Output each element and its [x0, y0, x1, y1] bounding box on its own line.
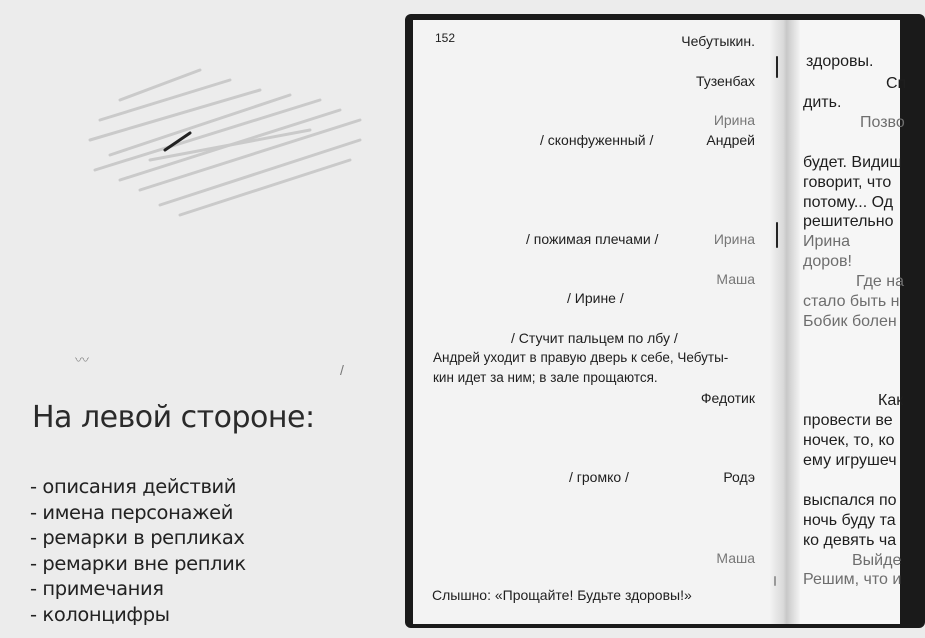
text-line: дить.	[803, 94, 842, 111]
character-name: Родэ	[723, 469, 755, 485]
page-mark	[776, 56, 778, 78]
text-line: Как	[878, 392, 904, 409]
text-line: стало быть н	[803, 293, 900, 310]
character-name: Маша	[716, 550, 755, 566]
character-name: Тузенбах	[695, 73, 755, 89]
list-item: - имена персонажей	[30, 500, 234, 524]
page-number: 152	[435, 31, 456, 45]
text-line: выспался по	[803, 492, 897, 509]
annotation-list	[30, 474, 246, 627]
text-line: Позво	[860, 114, 905, 131]
pencil-mark: /	[340, 362, 344, 378]
character-name: Андрей	[706, 132, 755, 148]
list-item: - примечания	[30, 577, 164, 600]
page-mark	[776, 222, 778, 248]
text-line: ночь буду та	[803, 512, 896, 529]
text-line: решительно	[803, 213, 894, 230]
pencil-scribble	[60, 40, 380, 240]
right-page	[800, 20, 907, 624]
character-name: Федотик	[700, 390, 755, 406]
action-description-line: кин идет за ним; в зале прощаются.	[433, 370, 658, 385]
character-name: Чебутыкин.	[681, 33, 755, 49]
pencil-mark: 〰	[75, 352, 89, 368]
list-item: - колонцифры	[30, 602, 170, 626]
text-line: Где на	[856, 273, 905, 290]
text-line: Выйде	[852, 552, 902, 569]
stage-remark: / сконфуженный /	[540, 132, 654, 148]
text-line: провести ве	[803, 412, 893, 429]
list-item: - ремарки вне реплик	[30, 551, 246, 575]
text-line: Ирина	[803, 233, 851, 250]
text-line: потому... Од	[803, 194, 894, 211]
character-name: Ирина	[713, 112, 755, 128]
character-name: Ирина	[713, 231, 755, 247]
book-gutter	[770, 20, 800, 624]
text-line: доров!	[803, 253, 852, 270]
text-line: здоровы.	[806, 53, 874, 70]
annotation-title: На левой стороне:	[32, 400, 315, 435]
text-line: Решим, что и	[803, 571, 902, 588]
footer-note: Слышно: «Прощайте! Будьте здоровы!»	[432, 587, 692, 603]
text-line: будет. Видиш	[803, 154, 903, 171]
text-line: ко девять ча	[803, 532, 897, 549]
text-line: Бобик болен	[803, 313, 897, 330]
page-mark	[774, 576, 776, 586]
stage-remark: / громко /	[569, 469, 629, 485]
stage-remark: / Ирине /	[567, 290, 624, 306]
stage-remark: / пожимая плечами /	[526, 231, 659, 247]
list-item: - описания действий	[30, 475, 237, 498]
text-line: ему игрушеч	[803, 452, 897, 469]
stage-remark: / Стучит пальцем по лбу /	[511, 330, 678, 346]
list-item: - ремарки в репликах	[30, 526, 245, 549]
text-line: говорит, что	[803, 174, 892, 191]
text-line: Сп	[886, 75, 907, 92]
action-description-line: Андрей уходит в правую дверь к себе, Чебуты-	[433, 350, 729, 365]
left-page	[413, 20, 770, 624]
text-line: ночек, то, ко	[803, 432, 895, 449]
character-name: Маша	[716, 271, 755, 287]
